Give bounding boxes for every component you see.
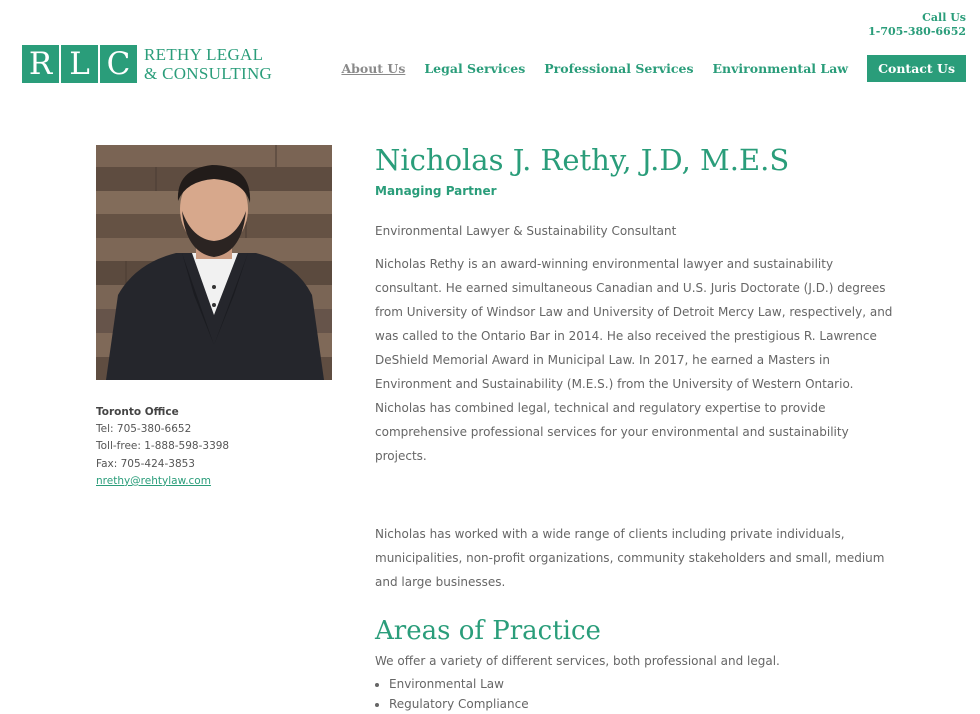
office-fax: Fax: 705-424-3853 xyxy=(96,457,195,470)
nav-contact-us-button[interactable]: Contact Us xyxy=(867,55,966,82)
nav-about-us[interactable]: About Us xyxy=(341,61,406,76)
call-us-label: Call Us xyxy=(922,11,966,24)
logo-line-2: & CONSULTING xyxy=(144,64,273,83)
profile-name: Nicholas J. Rethy, J.D, M.E.S xyxy=(375,143,790,177)
logo-wordmark xyxy=(144,45,272,83)
logo-line-1: RETHY LEGAL xyxy=(144,45,264,64)
practice-intro: We offer a variety of different services, both professional and legal. xyxy=(375,654,780,668)
profile-role: Managing Partner xyxy=(375,184,497,198)
logo-letter-r: R xyxy=(22,45,61,83)
practice-list xyxy=(375,674,895,714)
nav-legal-services[interactable]: Legal Services xyxy=(424,61,526,76)
office-title: Toronto Office xyxy=(96,406,179,418)
logo-letter-c: C xyxy=(106,46,131,82)
logo-letter-l: L xyxy=(61,45,100,83)
office-tollfree: Toll-free: 1-888-598-3398 xyxy=(96,440,230,453)
office-contact xyxy=(96,404,229,490)
nav-environmental-law[interactable]: Environmental Law xyxy=(712,61,849,76)
profile-content xyxy=(375,140,895,714)
call-us-phone[interactable]: 1-705-380-6652 xyxy=(868,25,966,38)
office-tel: Tel: 705-380-6652 xyxy=(96,423,192,436)
practice-item-environmental-law: • Environmental Law xyxy=(389,674,895,694)
call-us[interactable] xyxy=(868,11,966,39)
profile-subtitle: Environmental Lawyer & Sustainability Consultant xyxy=(375,224,677,238)
logo[interactable] xyxy=(22,45,272,83)
profile-photo xyxy=(96,145,332,380)
main-nav xyxy=(341,55,966,82)
practice-item-regulatory-compliance: • Regulatory Compliance xyxy=(389,694,895,714)
profile-bio-2: Nicholas has worked with a wide range of clients including private individuals, municipalities, non-profit organizations, community stakeholders and small, medium and large businesses. xyxy=(375,527,885,589)
nav-professional-services[interactable]: Professional Services xyxy=(544,61,694,76)
profile-bio-1: Nicholas Rethy is an award-winning environmental lawyer and sustainability consultant. He earned simultaneous Canadian and U.S. Juris Doctorate (J.D.) degrees from University of Windsor Law and University of Detroit Mercy Law, respectively, and was called to the Ontario Bar in 2014. He also received the prestigious R. Lawrence DeShield Memorial Award in Municipal Law. In 2017, he earned a Masters in Environment and Sustainability (M.E.S.) from the University of Western Ontario. Nicholas has combined legal, technical and regulatory expertise to provide comprehensive professional services for your environmental and sustainability projects. xyxy=(375,257,893,463)
practice-heading: Areas of Practice xyxy=(375,616,601,646)
office-email-link[interactable]: nrethy@rehtylaw.com xyxy=(96,474,211,487)
logo-mark xyxy=(22,45,137,83)
